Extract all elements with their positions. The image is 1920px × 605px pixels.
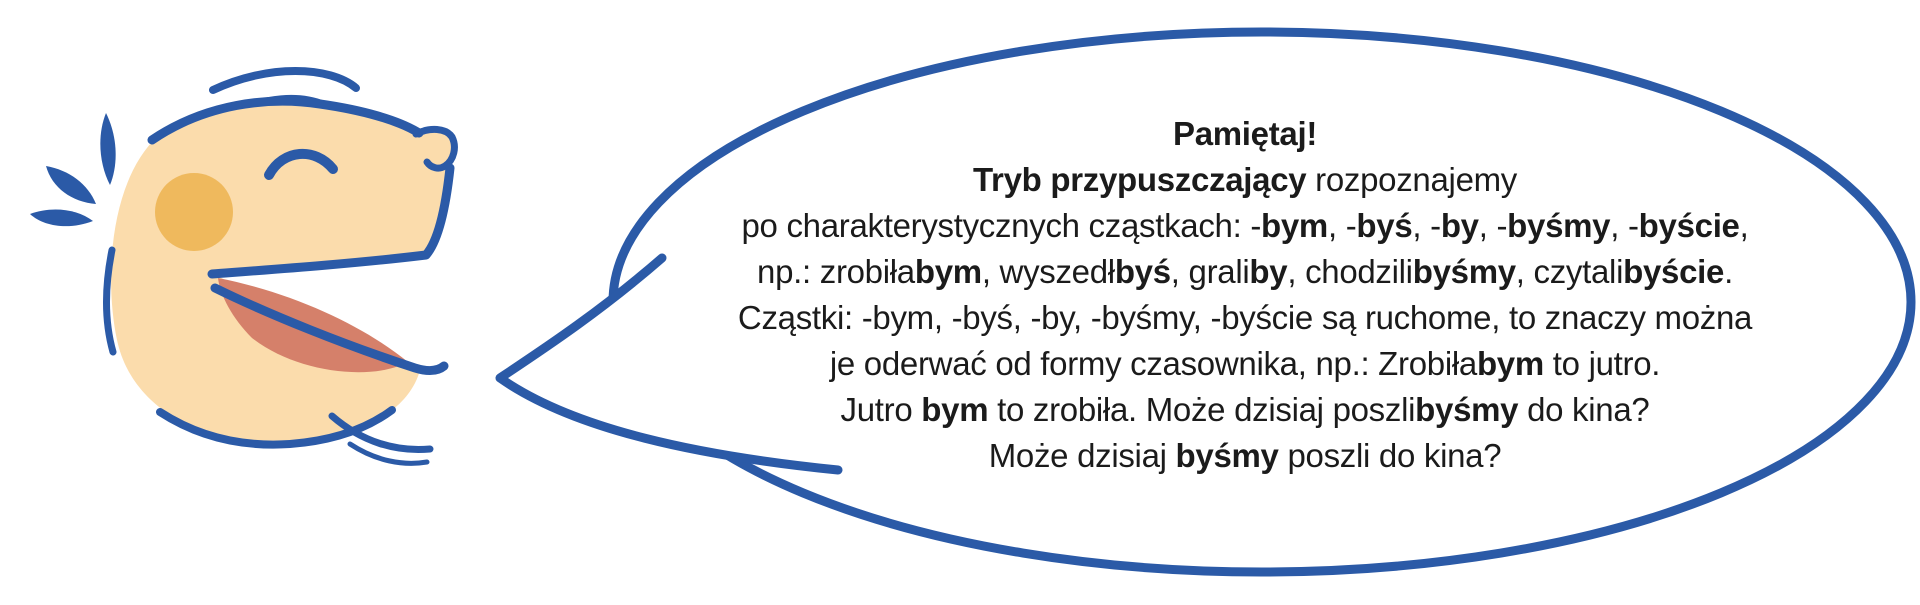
horse-mascot-illustration bbox=[30, 71, 456, 463]
text-segment: Jutro bbox=[840, 391, 922, 428]
bold-text-segment: byśmy bbox=[1507, 207, 1611, 244]
bold-text-segment: bym bbox=[921, 391, 989, 428]
speech-line bbox=[600, 295, 1890, 341]
speech-bubble-text bbox=[600, 111, 1890, 479]
bold-text-segment: byś bbox=[1356, 207, 1413, 244]
mascot-cheek bbox=[155, 173, 233, 251]
bold-text-segment: by bbox=[1249, 253, 1288, 290]
bold-text-segment: Tryb przypuszczający bbox=[972, 161, 1307, 198]
text-segment: , - bbox=[1610, 207, 1639, 244]
bold-text-segment: byśmy bbox=[1175, 437, 1279, 474]
text-segment: , - bbox=[1478, 207, 1508, 244]
bold-text-segment: bym bbox=[1261, 207, 1328, 244]
text-segment: , chodzili bbox=[1287, 253, 1413, 290]
speech-line bbox=[600, 111, 1890, 157]
text-segment: . bbox=[1724, 253, 1733, 290]
bold-text-segment: bym bbox=[1476, 345, 1544, 382]
bold-text-segment: bym bbox=[914, 253, 982, 290]
bold-text-segment: byśmy bbox=[1412, 253, 1516, 290]
mane-leaf bbox=[30, 210, 93, 227]
text-segment: , grali bbox=[1170, 253, 1250, 290]
text-segment: to jutro. bbox=[1543, 345, 1661, 382]
speech-line bbox=[600, 387, 1890, 433]
text-segment: do kina? bbox=[1518, 391, 1650, 428]
speech-line bbox=[600, 249, 1890, 295]
text-segment: to zrobiła. Może dzisiaj poszli bbox=[988, 391, 1416, 428]
text-segment: , bbox=[1739, 207, 1749, 244]
speech-line bbox=[600, 203, 1890, 249]
text-segment: np.: zrobiła bbox=[757, 253, 915, 290]
speech-line bbox=[600, 157, 1890, 203]
mane-leaves bbox=[30, 113, 116, 226]
bold-text-segment: byście bbox=[1638, 207, 1740, 244]
bold-text-segment: by bbox=[1440, 207, 1479, 244]
motion-arc bbox=[213, 71, 356, 90]
text-segment: poszli do kina? bbox=[1278, 437, 1502, 474]
bold-text-segment: byś bbox=[1114, 253, 1171, 290]
text-segment: , czytali bbox=[1515, 253, 1624, 290]
text-segment: je oderwać od formy czasownika, np.: Zrobiła bbox=[829, 345, 1477, 382]
text-segment: Cząstki: -bym, -byś, -by, -byśmy, -byście są ruchome, to znaczy można bbox=[737, 299, 1753, 336]
motion-lines-bottom bbox=[332, 416, 430, 463]
text-segment: , - bbox=[1412, 207, 1441, 244]
text-segment: Może dzisiaj bbox=[988, 437, 1176, 474]
text-segment: po charakterystycznych cząstkach: - bbox=[741, 207, 1262, 244]
bold-text-segment: byśmy bbox=[1415, 391, 1519, 428]
speech-line bbox=[600, 341, 1890, 387]
bold-text-segment: Pamiętaj! bbox=[1172, 115, 1318, 152]
bold-text-segment: byście bbox=[1623, 253, 1725, 290]
mane-leaf bbox=[100, 113, 115, 185]
mane-leaf bbox=[46, 166, 96, 204]
speech-line bbox=[600, 433, 1890, 479]
text-segment: , - bbox=[1327, 207, 1357, 244]
text-segment: rozpoznajemy bbox=[1306, 161, 1518, 198]
text-segment: , wyszedł bbox=[981, 253, 1115, 290]
